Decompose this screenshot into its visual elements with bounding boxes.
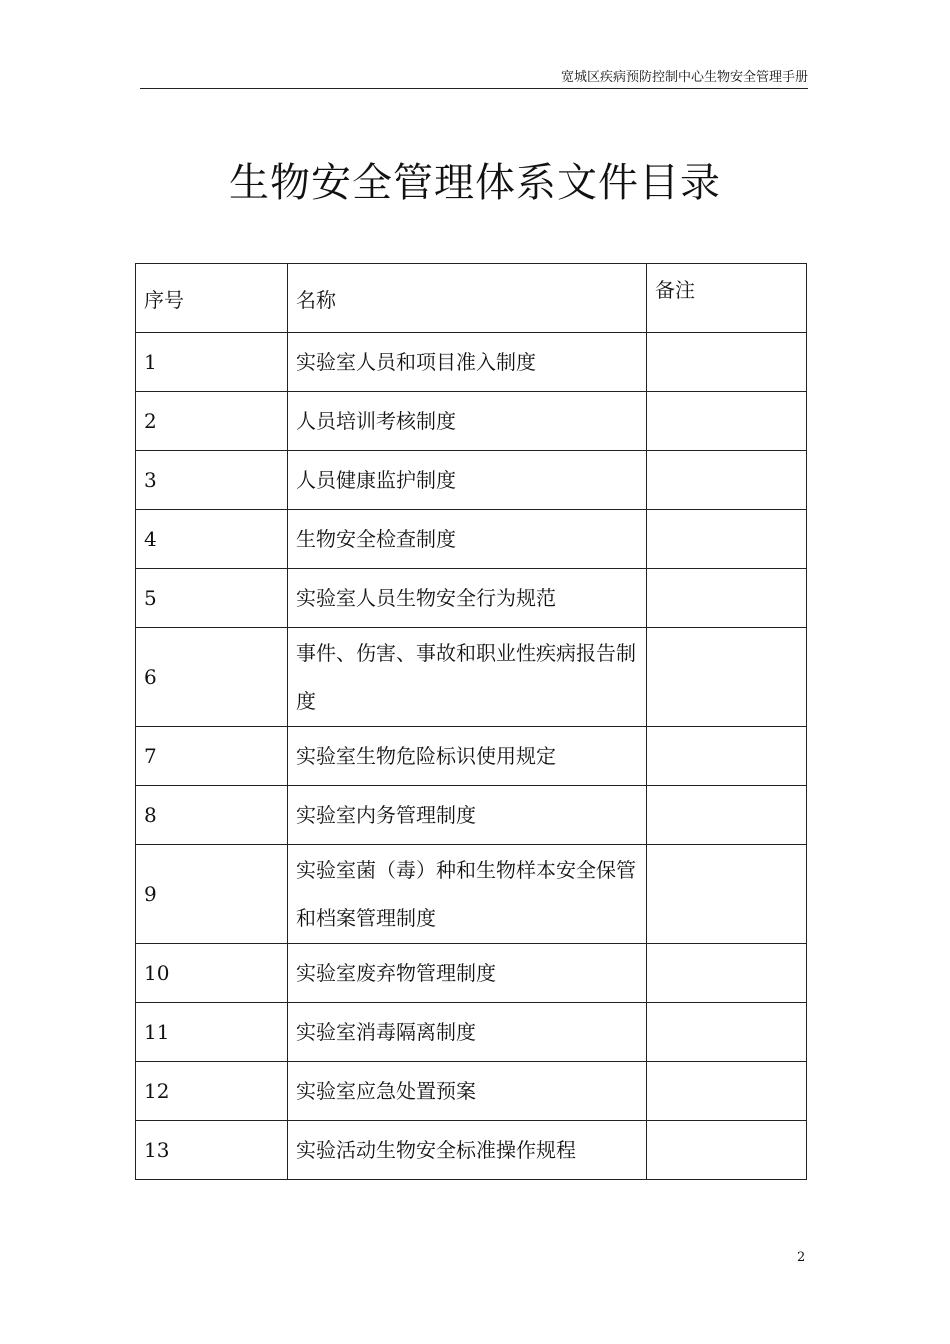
table-row — [136, 1003, 807, 1062]
table-row — [136, 628, 807, 727]
row-number: 13 — [136, 1121, 288, 1180]
row-number: 9 — [136, 845, 288, 944]
row-note — [647, 628, 807, 727]
row-name: 实验活动生物安全标准操作规程 — [288, 1121, 647, 1180]
row-note — [647, 569, 807, 628]
toc-table — [135, 263, 807, 1180]
row-name: 人员培训考核制度 — [288, 392, 647, 451]
column-header-number: 序号 — [136, 264, 288, 333]
row-note — [647, 727, 807, 786]
row-name: 实验室消毒隔离制度 — [288, 1003, 647, 1062]
row-name: 实验室内务管理制度 — [288, 786, 647, 845]
row-number: 7 — [136, 727, 288, 786]
row-name: 生物安全检查制度 — [288, 510, 647, 569]
row-note — [647, 1003, 807, 1062]
row-name: 实验室人员生物安全行为规范 — [288, 569, 647, 628]
row-number: 2 — [136, 392, 288, 451]
table-row — [136, 944, 807, 1003]
row-number: 6 — [136, 628, 288, 727]
column-header-name: 名称 — [288, 264, 647, 333]
row-name: 实验室生物危险标识使用规定 — [288, 727, 647, 786]
row-name: 实验室人员和项目准入制度 — [288, 333, 647, 392]
column-header-note: 备注 — [647, 264, 807, 333]
row-note — [647, 451, 807, 510]
table-row — [136, 451, 807, 510]
row-note — [647, 1062, 807, 1121]
row-name: 实验室应急处置预案 — [288, 1062, 647, 1121]
row-number: 10 — [136, 944, 288, 1003]
row-note — [647, 392, 807, 451]
row-number: 1 — [136, 333, 288, 392]
page-number: 2 — [797, 1250, 806, 1265]
table-row — [136, 333, 807, 392]
row-name: 实验室废弃物管理制度 — [288, 944, 647, 1003]
row-note — [647, 944, 807, 1003]
running-header: 宽城区疾病预防控制中心生物安全管理手册 — [140, 70, 808, 89]
row-note — [647, 510, 807, 569]
row-number: 11 — [136, 1003, 288, 1062]
row-number: 4 — [136, 510, 288, 569]
row-number: 3 — [136, 451, 288, 510]
page-title: 生物安全管理体系文件目录 — [229, 160, 721, 206]
row-number: 8 — [136, 786, 288, 845]
row-note — [647, 1121, 807, 1180]
row-name: 事件、伤害、事故和职业性疾病报告制度 — [288, 628, 647, 727]
row-note — [647, 333, 807, 392]
row-number: 12 — [136, 1062, 288, 1121]
table-row — [136, 727, 807, 786]
table-row — [136, 510, 807, 569]
table-row — [136, 392, 807, 451]
row-name: 实验室菌（毒）种和生物样本安全保管和档案管理制度 — [288, 845, 647, 944]
table-row — [136, 786, 807, 845]
row-note — [647, 845, 807, 944]
table-row — [136, 569, 807, 628]
row-number: 5 — [136, 569, 288, 628]
table-row — [136, 845, 807, 944]
table-row — [136, 1121, 807, 1180]
table-row — [136, 1062, 807, 1121]
row-name: 人员健康监护制度 — [288, 451, 647, 510]
row-note — [647, 786, 807, 845]
table-header-row — [136, 264, 807, 333]
